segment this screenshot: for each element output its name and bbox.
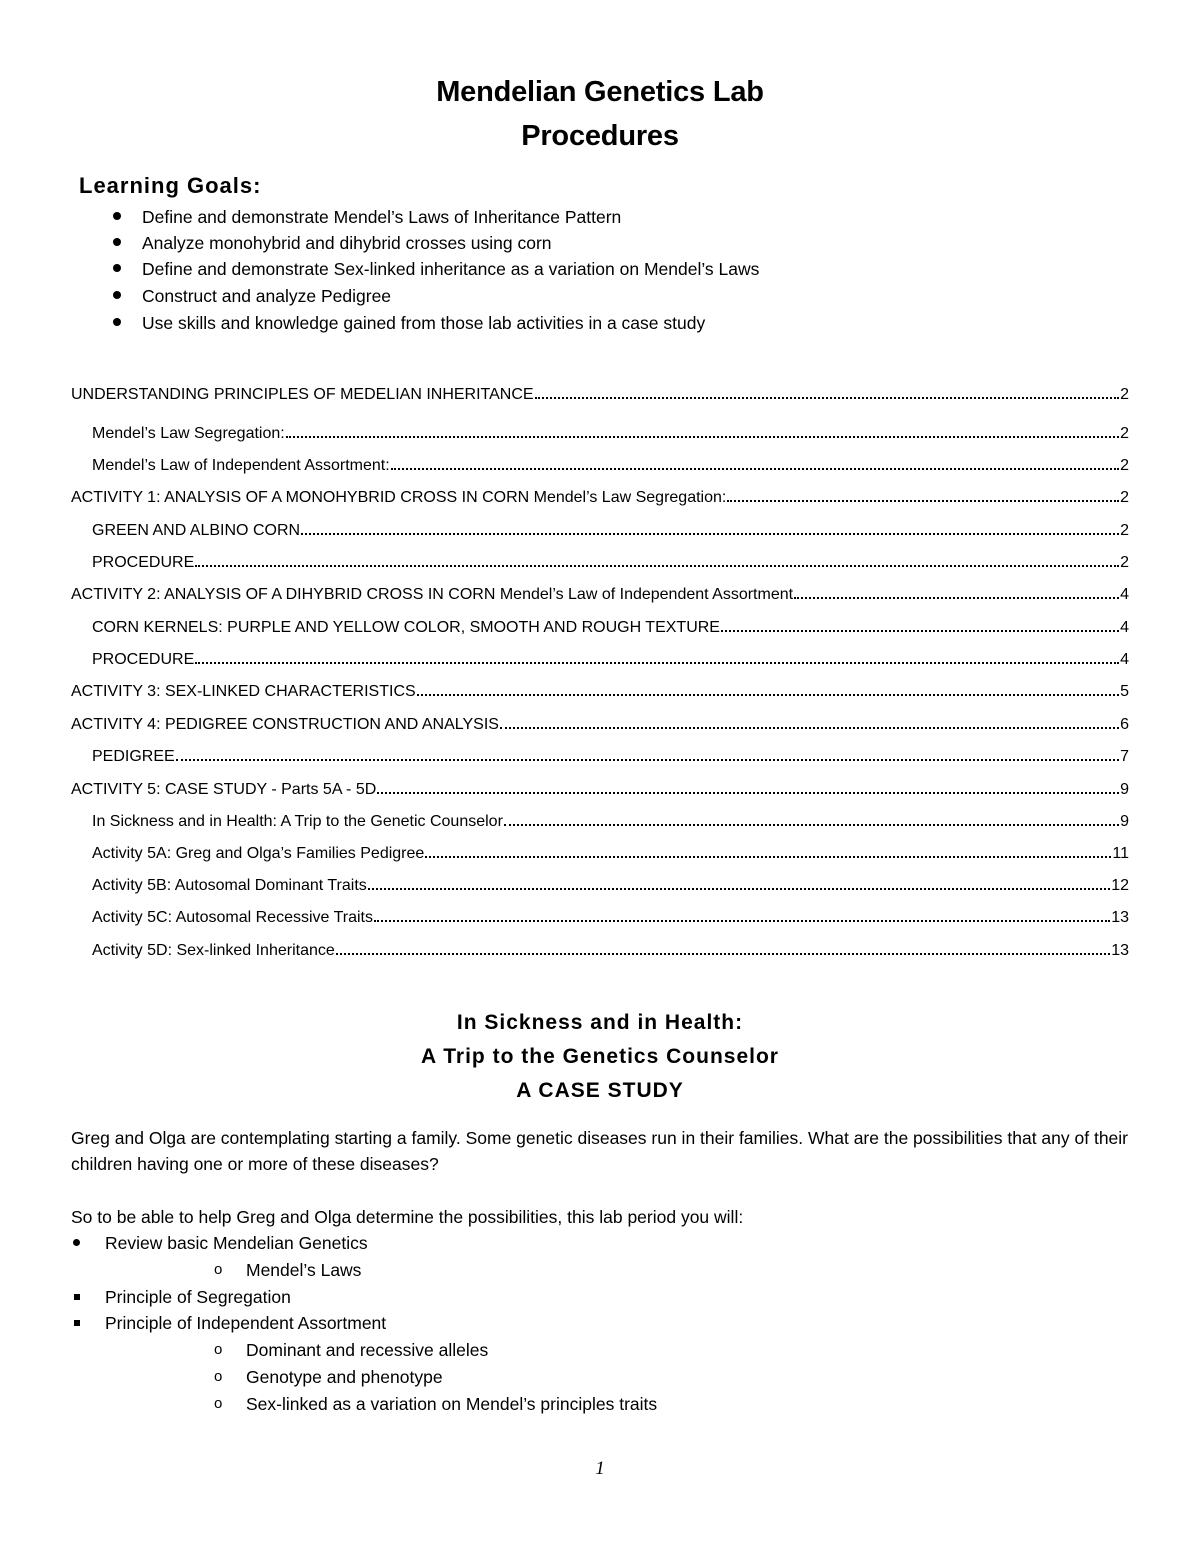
toc-page-number: 2 [1120, 554, 1129, 571]
toc-page-number: 2 [1120, 522, 1129, 539]
toc-entry-title: PROCEDURE [92, 651, 195, 668]
toc-page-number: 13 [1111, 909, 1129, 926]
toc-page-number: 9 [1120, 813, 1129, 830]
toc-entry-title: ACTIVITY 4: PEDIGREE CONSTRUCTION AND ANALYSIS [71, 716, 499, 733]
toc-page-number: 2 [1120, 425, 1129, 442]
toc-entry[interactable] [92, 810, 1129, 834]
toc-entry-title: ACTIVITY 5: CASE STUDY - Parts 5A - 5D [71, 781, 377, 798]
toc-entry[interactable] [92, 454, 1129, 478]
toc-entry[interactable] [71, 713, 1129, 737]
toc-entry-title: Mendel’s Law Segregation: [92, 425, 285, 442]
toc-entry[interactable] [71, 486, 1129, 510]
toc-page-number: 5 [1120, 683, 1129, 700]
list-item-text: Principle of Independent Assortment [105, 1313, 387, 1333]
toc-leader [535, 383, 1120, 399]
toc-entry-title: Activity 5D: Sex-linked Inheritance [92, 942, 335, 959]
bullet-icon [113, 264, 121, 272]
toc-entry[interactable] [92, 551, 1129, 575]
toc-entry-title: PEDIGREE [92, 748, 175, 765]
toc-entry[interactable] [71, 383, 1129, 407]
toc-page-number: 12 [1111, 877, 1129, 894]
toc-leader [286, 422, 1119, 438]
toc-page-number: 4 [1120, 586, 1129, 603]
toc-leader [195, 648, 1119, 664]
toc-entry-title: Mendel’s Law of Independent Assortment: [92, 457, 390, 474]
square-bullet-icon [74, 1294, 80, 1300]
toc-entry-title: Activity 5C: Autosomal Recessive Traits [92, 909, 373, 926]
document-title-line1: Mendelian Genetics Lab [436, 76, 764, 108]
toc-page-number: 4 [1120, 619, 1129, 636]
bullet-icon [73, 1239, 80, 1246]
list-item [0, 1310, 700, 1336]
toc-entry[interactable] [92, 745, 1129, 769]
toc-entry[interactable] [92, 648, 1129, 672]
toc-entry[interactable] [92, 842, 1129, 866]
document-title-line2: Procedures [521, 120, 679, 152]
toc-entry[interactable] [92, 422, 1129, 446]
learning-goal-item [0, 204, 1100, 230]
toc-entry[interactable] [92, 616, 1129, 640]
circle-bullet-icon: o [214, 1261, 223, 1278]
toc-entry-title: UNDERSTANDING PRINCIPLES OF MEDELIAN INHERITANCE [71, 386, 534, 403]
toc-leader [336, 939, 1110, 955]
learning-goal-text: Define and demonstrate Mendel’s Laws of Inheritance Pattern [142, 207, 622, 227]
toc-leader [794, 583, 1119, 599]
toc-page-number: 9 [1120, 781, 1129, 798]
toc-entry-title: ACTIVITY 1: ANALYSIS OF A MONOHYBRID CROSS IN CORN Mendel’s Law Segregation: [71, 489, 727, 506]
learning-goal-text: Define and demonstrate Sex-linked inheritance as a variation on Mendel’s Laws [142, 259, 760, 279]
learning-goal-item [0, 283, 1100, 309]
list-item [0, 1257, 700, 1283]
toc-page-number: 2 [1120, 489, 1129, 506]
toc-leader [425, 842, 1111, 858]
toc-leader [368, 874, 1110, 890]
toc-page-number: 6 [1120, 716, 1129, 733]
learning-goal-item [0, 256, 1100, 282]
case-study-lead-in: So to be able to help Greg and Olga determine the possibilities, this lab period you will: [71, 1207, 744, 1227]
toc-leader [301, 519, 1119, 535]
case-study-title-line1: In Sickness and in Health: [456, 1011, 744, 1034]
list-item [0, 1337, 700, 1363]
toc-entry-title: Activity 5A: Greg and Olga’s Families Pedigree [92, 845, 425, 862]
toc-entry-title: ACTIVITY 2: ANALYSIS OF A DIHYBRID CROSS IN CORN Mendel’s Law of Independent Assortment [71, 586, 794, 603]
toc-page-number: 11 [1112, 845, 1129, 862]
case-study-title-line3: A CASE STUDY [516, 1079, 684, 1102]
toc-leader [727, 486, 1119, 502]
toc-leader [417, 680, 1119, 696]
toc-entry[interactable] [92, 939, 1129, 963]
list-item [0, 1230, 700, 1256]
bullet-icon [113, 212, 121, 220]
list-item-text: Sex-linked as a variation on Mendel’s principles traits [246, 1394, 658, 1414]
list-item-text: Dominant and recessive alleles [246, 1340, 489, 1360]
toc-entry-title: GREEN AND ALBINO CORN [92, 522, 301, 539]
toc-leader [391, 454, 1119, 470]
bullet-icon [113, 291, 121, 299]
toc-page-number: 13 [1111, 942, 1129, 959]
toc-entry[interactable] [71, 778, 1129, 802]
toc-entry[interactable] [92, 519, 1129, 543]
learning-goals-heading: Learning Goals: [79, 173, 262, 198]
toc-entry[interactable] [71, 680, 1129, 704]
learning-goal-item [0, 310, 1100, 336]
learning-goal-text: Analyze monohybrid and dihybrid crosses using corn [142, 233, 552, 253]
case-study-title-line2: A Trip to the Genetics Counselor [421, 1045, 779, 1068]
toc-entry-title: Activity 5B: Autosomal Dominant Traits [92, 877, 367, 894]
toc-entry[interactable] [92, 906, 1129, 930]
square-bullet-icon [74, 1320, 80, 1326]
toc-page-number: 4 [1120, 651, 1129, 668]
toc-entry-title: In Sickness and in Health: A Trip to the Genetic Counselor [92, 813, 503, 830]
page-number: 1 [595, 1458, 605, 1479]
list-item-text: Mendel’s Laws [246, 1260, 362, 1280]
learning-goal-text: Use skills and knowledge gained from those lab activities in a case study [142, 313, 706, 333]
toc-leader [721, 616, 1119, 632]
list-item [0, 1284, 700, 1310]
bullet-icon [113, 238, 121, 246]
toc-entry-title: ACTIVITY 3: SEX-LINKED CHARACTERISTICS [71, 683, 416, 700]
toc-leader [195, 551, 1119, 567]
list-item-text: Principle of Segregation [105, 1287, 291, 1307]
toc-entry-title: PROCEDURE [92, 554, 195, 571]
learning-goal-item [0, 230, 1100, 256]
list-item [0, 1364, 700, 1390]
toc-leader [176, 745, 1119, 761]
list-item [0, 1391, 800, 1417]
learning-goal-text: Construct and analyze Pedigree [142, 286, 392, 306]
toc-page-number: 2 [1120, 457, 1129, 474]
list-item-text: Review basic Mendelian Genetics [105, 1233, 368, 1253]
toc-entry[interactable] [92, 874, 1129, 898]
list-item-text: Genotype and phenotype [246, 1367, 443, 1387]
toc-leader [500, 713, 1119, 729]
circle-bullet-icon: o [214, 1395, 223, 1412]
toc-leader [374, 906, 1110, 922]
toc-entry-title: CORN KERNELS: PURPLE AND YELLOW COLOR, SMOOTH AND ROUGH TEXTURE [92, 619, 720, 636]
toc-page-number: 2 [1120, 386, 1129, 403]
toc-leader [504, 810, 1119, 826]
bullet-icon [113, 318, 121, 326]
toc-leader [377, 778, 1119, 794]
circle-bullet-icon: o [214, 1341, 223, 1358]
case-study-intro: Greg and Olga are contemplating starting a family. Some genetic diseases run in their families. What are the possibilities that any of their children having one or more of these diseases? [71, 1128, 1129, 1174]
circle-bullet-icon: o [214, 1368, 223, 1385]
toc-page-number: 7 [1120, 748, 1129, 765]
toc-entry[interactable] [71, 583, 1129, 607]
